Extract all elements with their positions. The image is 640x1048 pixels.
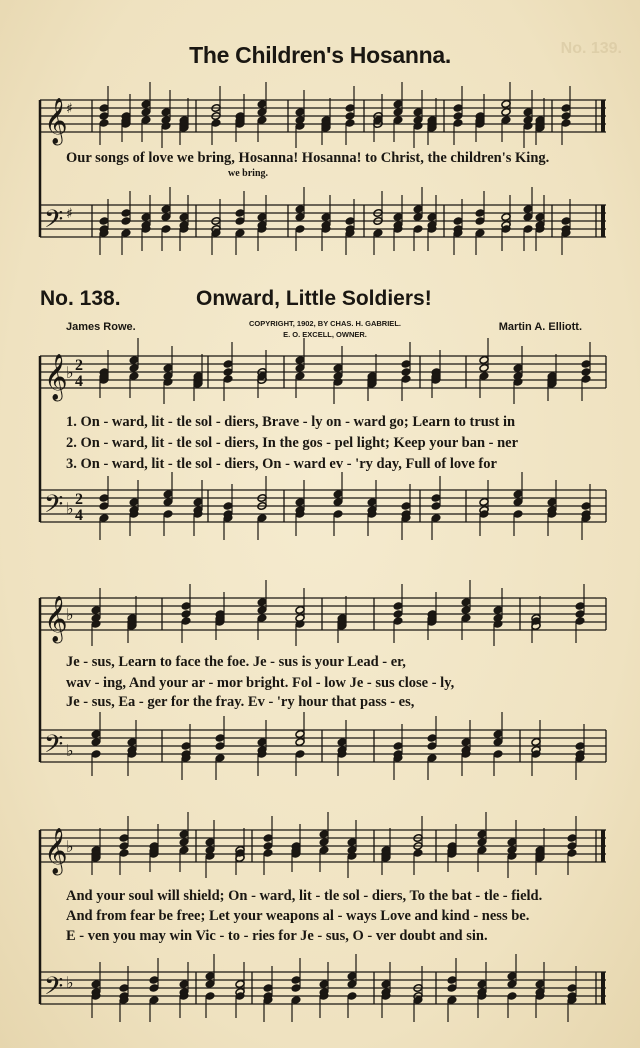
hymn-title-childrens-hosanna: The Children's Hosanna. (189, 42, 451, 68)
verse1-line-c: And your soul will shield; On - ward, lit - tle sol - diers, To the bat - tle - field. (66, 888, 543, 904)
bass-clef-icon: 𝄢 (44, 730, 64, 765)
hymn2-sys2-treble-staff (40, 598, 606, 630)
verse2-line-b: wav - ing, And your ar - mor bright. Fol - low Je - sus close - ly, (66, 675, 455, 691)
flat-icon: ♭ (66, 973, 74, 992)
flat-icon: ♭ (66, 499, 74, 518)
verse2-line-c: And from fear be free; Let your weapons al - ways Love and kind - ness be. (66, 908, 530, 924)
bass-clef-icon: 𝄢 (44, 972, 64, 1007)
sharp-icon: ♯ (66, 101, 73, 117)
sharp-icon: ♯ (66, 206, 73, 222)
svg-text:2: 2 (75, 357, 83, 374)
treble-clef-icon: 𝄞 (44, 98, 68, 144)
copyright-line-1: COPYRIGHT, 1902, BY CHAS. H. GABRIEL. (249, 319, 401, 328)
verse3-line-c: E - ven you may win Vic - to - ries for Je - sus, O - ver doubt and sin. (66, 928, 488, 944)
copyright-line-2: E. O. EXCELL, OWNER. (283, 330, 367, 339)
treble-clef-icon: 𝄞 (44, 828, 68, 874)
hymn1-lyric: Our songs of love we bring, Hosanna! Hosanna! to Christ, the children's King. (66, 150, 550, 166)
hymn2-sys2-bass-staff (40, 730, 606, 762)
hymn-number: No. 138. (40, 287, 121, 310)
verse1-line-a: 1. On - ward, lit - tle sol - diers, Brave - ly on - ward go; Learn to trust in (66, 414, 516, 430)
clef-icons (44, 98, 83, 1007)
svg-text:2: 2 (75, 491, 83, 508)
treble-clef-icon: 𝄞 (44, 354, 68, 400)
treble-clef-icon: 𝄞 (44, 596, 68, 642)
verse2-line-a: 2. On - ward, lit - tle sol - diers, In the gos - pel light; Keep your ban - ner (66, 435, 519, 451)
copyright-notice (200, 318, 450, 340)
verse3-line-a: 3. On - ward, lit - tle sol - diers, On - ward ev - 'ry day, Full of love for (66, 456, 497, 472)
composer-credit: Martin A. Elliott. (498, 321, 582, 333)
svg-text:4: 4 (75, 507, 83, 524)
verse1-line-b: Je - sus, Learn to face the foe. Je - sus is your Lead - er, (66, 654, 406, 670)
hymn1-sub-lyric: we bring. (228, 168, 268, 179)
bass-clef-icon: 𝄢 (44, 205, 64, 240)
svg-text:4: 4 (75, 373, 83, 390)
author-credit: James Rowe. (66, 321, 136, 333)
hymn-title-onward-little-soldiers: Onward, Little Soldiers! (196, 287, 432, 310)
verse3-line-b: Je - sus, Ea - ger for the fray. Ev - 'ry hour that pass - es, (66, 694, 415, 710)
flat-icon: ♭ (66, 837, 74, 856)
flat-icon: ♭ (66, 741, 74, 760)
flat-icon: ♭ (66, 363, 74, 382)
note-heads (91, 82, 591, 1022)
flat-icon: ♭ (66, 605, 74, 624)
bass-clef-icon: 𝄢 (44, 490, 64, 525)
bleed-through-page-number: No. 139. (560, 40, 622, 57)
